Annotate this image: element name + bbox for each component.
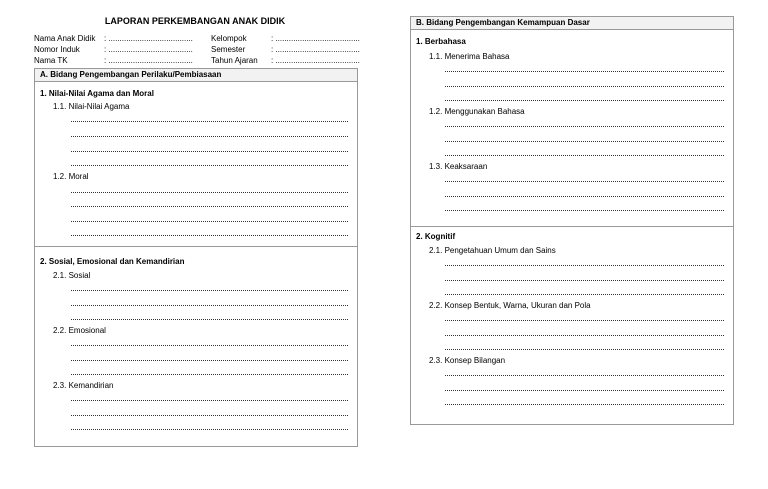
fill-line[interactable] xyxy=(71,206,348,207)
subsection-label: 2.3. Konsep Bilangan xyxy=(429,356,506,365)
subsection-label: 1.1. Menerima Bahasa xyxy=(429,52,510,61)
fill-line[interactable] xyxy=(445,335,724,336)
fill-line[interactable] xyxy=(71,290,348,291)
fill-line[interactable] xyxy=(71,121,348,122)
subsection-label: 1.2. Menggunakan Bahasa xyxy=(429,107,525,116)
meta-label: Nomor Induk xyxy=(34,45,80,54)
group-title: 2. Sosial, Emosional dan Kemandirian xyxy=(40,257,185,266)
fill-line[interactable] xyxy=(445,86,724,87)
section-b-heading: B. Bidang Pengembangan Kemampuan Dasar xyxy=(411,17,733,30)
subsection-label: 1.2. Moral xyxy=(53,172,89,181)
fill-line[interactable] xyxy=(445,210,724,211)
fill-line[interactable] xyxy=(445,155,724,156)
meta-value: : ...................................... xyxy=(104,34,193,43)
fill-line[interactable] xyxy=(71,415,348,416)
fill-line[interactable] xyxy=(71,374,348,375)
section-b-divider xyxy=(411,226,733,227)
meta-row-kelompok xyxy=(211,33,360,44)
group-title: 1. Berbahasa xyxy=(416,37,466,46)
fill-line[interactable] xyxy=(445,320,724,321)
fill-line[interactable] xyxy=(445,126,724,127)
subsection-label: 1.3. Keaksaraan xyxy=(429,162,488,171)
fill-line[interactable] xyxy=(445,265,724,266)
fill-line[interactable] xyxy=(445,196,724,197)
section-a-box xyxy=(34,68,358,447)
subsection-label: 2.1. Pengetahuan Umum dan Sains xyxy=(429,246,556,255)
fill-line[interactable] xyxy=(71,165,348,166)
section-a-heading: A. Bidang Pengembangan Perilaku/Pembiasaan xyxy=(35,69,357,82)
meta-value: : ...................................... xyxy=(104,56,193,65)
fill-line[interactable] xyxy=(445,404,724,405)
meta-label: Nama Anak Didik xyxy=(34,34,96,43)
fill-line[interactable] xyxy=(71,345,348,346)
fill-line[interactable] xyxy=(71,151,348,152)
fill-line[interactable] xyxy=(445,100,724,101)
subsection-label: 2.3. Kemandirian xyxy=(53,381,114,390)
meta-row-semester xyxy=(211,44,360,55)
fill-line[interactable] xyxy=(71,319,348,320)
subsection-label: 2.1. Sosial xyxy=(53,271,91,280)
fill-line[interactable] xyxy=(71,305,348,306)
section-b-box xyxy=(410,16,734,425)
student-info-left xyxy=(34,33,193,66)
subsection-label: 1.1. Nilai-Nilai Agama xyxy=(53,102,130,111)
fill-line[interactable] xyxy=(445,181,724,182)
meta-value: : ...................................... xyxy=(104,45,193,54)
student-info-right xyxy=(211,33,360,66)
fill-line[interactable] xyxy=(71,360,348,361)
fill-line[interactable] xyxy=(445,294,724,295)
subsection-label: 2.2. Konsep Bentuk, Warna, Ukuran dan Pola xyxy=(429,301,591,310)
meta-value: : ...................................... xyxy=(271,34,360,43)
meta-label: Semester xyxy=(211,45,246,54)
subsection-label: 2.2. Emosional xyxy=(53,326,106,335)
section-a-divider xyxy=(35,246,357,247)
meta-row-name xyxy=(34,33,193,44)
fill-line[interactable] xyxy=(71,235,348,236)
fill-line[interactable] xyxy=(445,349,724,350)
fill-line[interactable] xyxy=(445,390,724,391)
fill-line[interactable] xyxy=(445,141,724,142)
meta-row-nama-tk xyxy=(34,55,193,66)
fill-line[interactable] xyxy=(71,429,348,430)
meta-row-nomor-induk xyxy=(34,44,193,55)
fill-line[interactable] xyxy=(445,280,724,281)
group-title: 1. Nilai-Nilai Agama dan Moral xyxy=(40,89,154,98)
fill-line[interactable] xyxy=(445,71,724,72)
meta-row-tahun-ajaran xyxy=(211,55,360,66)
group-title: 2. Kognitif xyxy=(416,232,456,241)
report-title: LAPORAN PERKEMBANGAN ANAK DIDIK xyxy=(104,16,286,26)
fill-line[interactable] xyxy=(71,221,348,222)
meta-value: : ...................................... xyxy=(271,56,360,65)
fill-line[interactable] xyxy=(71,192,348,193)
fill-line[interactable] xyxy=(445,375,724,376)
meta-label: Tahun Ajaran xyxy=(211,56,258,65)
fill-line[interactable] xyxy=(71,400,348,401)
meta-value: : ...................................... xyxy=(271,45,360,54)
meta-label: Nama TK xyxy=(34,56,68,65)
fill-line[interactable] xyxy=(71,136,348,137)
meta-label: Kelompok xyxy=(211,34,247,43)
